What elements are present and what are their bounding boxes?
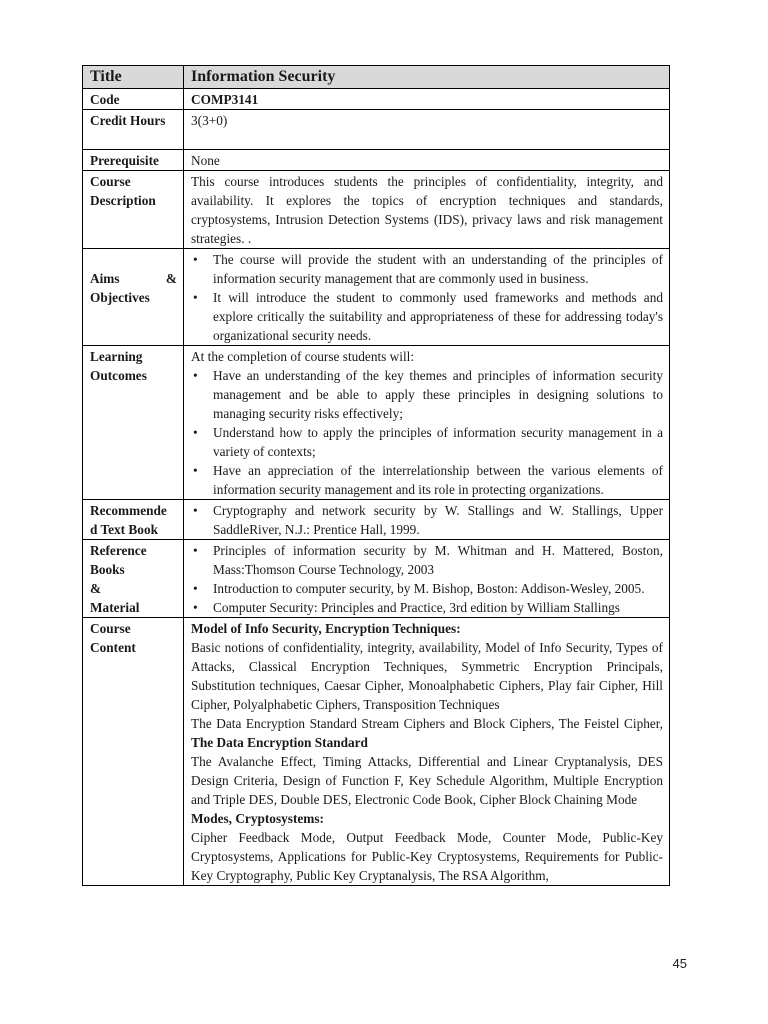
- content-paragraph: Basic notions of confidentiality, integrity, availability, Model of Info Security, Types of Attacks, Classical Encryption Techniques, Symmetric Encryption Principals, Substitution techniques, Caesar Cipher, Monoalphabetic Ciphers, Play fair Cipher, Hill Cipher, Polyalphabetic Ciphers, Transposition Techniques: [191, 640, 663, 712]
- course-content-label-line-1: Course: [90, 621, 131, 636]
- list-item: • Understand how to apply the principles of information security management in a variety of contexts;: [191, 423, 663, 461]
- aims-label: [83, 249, 184, 346]
- list-item: • It will introduce the student to commonly used frameworks and methods and explore critically the suitability and appropriateness of these for addressing today's organizational security needs.: [191, 288, 663, 345]
- aims-row: [83, 249, 670, 346]
- reference-label-line-3: &: [90, 581, 102, 596]
- prerequisite-label: Prerequisite: [83, 150, 184, 171]
- text-book-list: [191, 501, 663, 539]
- course-content-body: [184, 618, 670, 886]
- description-row: [83, 171, 670, 249]
- text-book-row: [83, 500, 670, 540]
- description-label-line-2: Description: [90, 193, 156, 208]
- aims-label-line-2: Objectives: [90, 290, 150, 305]
- learning-outcomes-row: [83, 346, 670, 500]
- title-row: [83, 66, 670, 89]
- list-item: • Introduction to computer security, by M. Bishop, Boston: Addison-Wesley, 2005.: [191, 579, 663, 598]
- course-content-label-line-2: Content: [90, 640, 136, 655]
- credit-hours-label: Credit Hours: [83, 110, 184, 150]
- list-item: • Principles of information security by M. Whitman and H. Mattered, Boston, Mass:Thomson Course Technology, 2003: [191, 541, 663, 579]
- prerequisite-row: [83, 150, 670, 171]
- text-book-label-line-1: Recommende: [90, 503, 167, 518]
- code-value: COMP3141: [184, 89, 670, 110]
- reference-label-line-4: Material: [90, 600, 140, 615]
- aims-label-line-1: Aims: [90, 271, 120, 286]
- list-item: • The course will provide the student with an understanding of the principles of information security management that are commonly used in business.: [191, 250, 663, 288]
- learning-outcomes-intro: At the completion of course students will:: [191, 349, 415, 364]
- aims-label-amp: &: [165, 271, 177, 286]
- description-label-line-1: Course: [90, 174, 131, 189]
- list-item: • Cryptography and network security by W. Stallings and W. Stallings, Upper SaddleRiver, N.J.: Prentice Hall, 1999.: [191, 501, 663, 539]
- content-heading: Model of Info Security, Encryption Techniques:: [191, 621, 461, 636]
- list-item: • Computer Security: Principles and Practice, 3rd edition by William Stallings: [191, 598, 663, 617]
- prerequisite-value: None: [184, 150, 670, 171]
- content-text: The Data Encryption Standard Stream Ciphers and Block Ciphers, The Feistel Cipher,: [191, 716, 663, 731]
- code-row: [83, 89, 670, 110]
- learning-outcomes-label-line-1: Learning: [90, 349, 143, 364]
- content-paragraph: The Avalanche Effect, Timing Attacks, Differential and Linear Cryptanalysis, DES Design Criteria, Design of Function F, Key Schedule Algorithm, Multiple Encryption and Triple DES, Double DES, Electronic Code Book, Cipher Block Chaining Mode: [191, 754, 663, 807]
- list-item: • Have an appreciation of the interrelationship between the various elements of information security management and its role in protecting organizations.: [191, 461, 663, 499]
- content-paragraph: [191, 714, 663, 752]
- course-content-row: [83, 618, 670, 886]
- content-paragraph: Cipher Feedback Mode, Output Feedback Mode, Counter Mode, Public-Key Cryptosystems, Applications for Public-Key Cryptosystems, Requirements for Public-Key Cryptography, Public Key Cryptanalysis, The RSA Algorithm,: [191, 830, 663, 883]
- reference-list: [191, 541, 663, 617]
- reference-label-line-2: Books: [90, 562, 125, 577]
- content-heading: Modes, Cryptosystems:: [191, 811, 324, 826]
- title-value: Information Security: [184, 66, 670, 89]
- text-book-label: [83, 500, 184, 540]
- page-number: 45: [672, 956, 687, 971]
- credit-hours-row: [83, 110, 670, 150]
- course-content-label: [83, 618, 184, 886]
- learning-outcomes-label-line-2: Outcomes: [90, 368, 147, 383]
- description-value: This course introduces students the principles of confidentiality, integrity, and availability. It explores the topics of encryption techniques and standards, cryptosystems, Intrusion Detection Systems (IDS), privacy laws and risk management strategies. .: [184, 171, 670, 249]
- code-label: Code: [83, 89, 184, 110]
- learning-outcomes-label: [83, 346, 184, 500]
- aims-list: [191, 250, 663, 345]
- credit-hours-value: 3(3+0): [191, 113, 228, 128]
- learning-outcomes-list: [191, 366, 663, 499]
- content-bold-text: The Data Encryption Standard: [191, 735, 368, 750]
- text-book-label-line-2: d Text Book: [90, 522, 158, 537]
- list-item: • Have an understanding of the key themes and principles of information security management and be able to apply these principles in designing solutions to managing security risks effectively;: [191, 366, 663, 423]
- description-label: [83, 171, 184, 249]
- reference-label: [83, 540, 184, 618]
- reference-row: [83, 540, 670, 618]
- course-table: [82, 65, 670, 886]
- reference-label-line-1: Reference: [90, 543, 147, 558]
- title-label: Title: [83, 66, 184, 89]
